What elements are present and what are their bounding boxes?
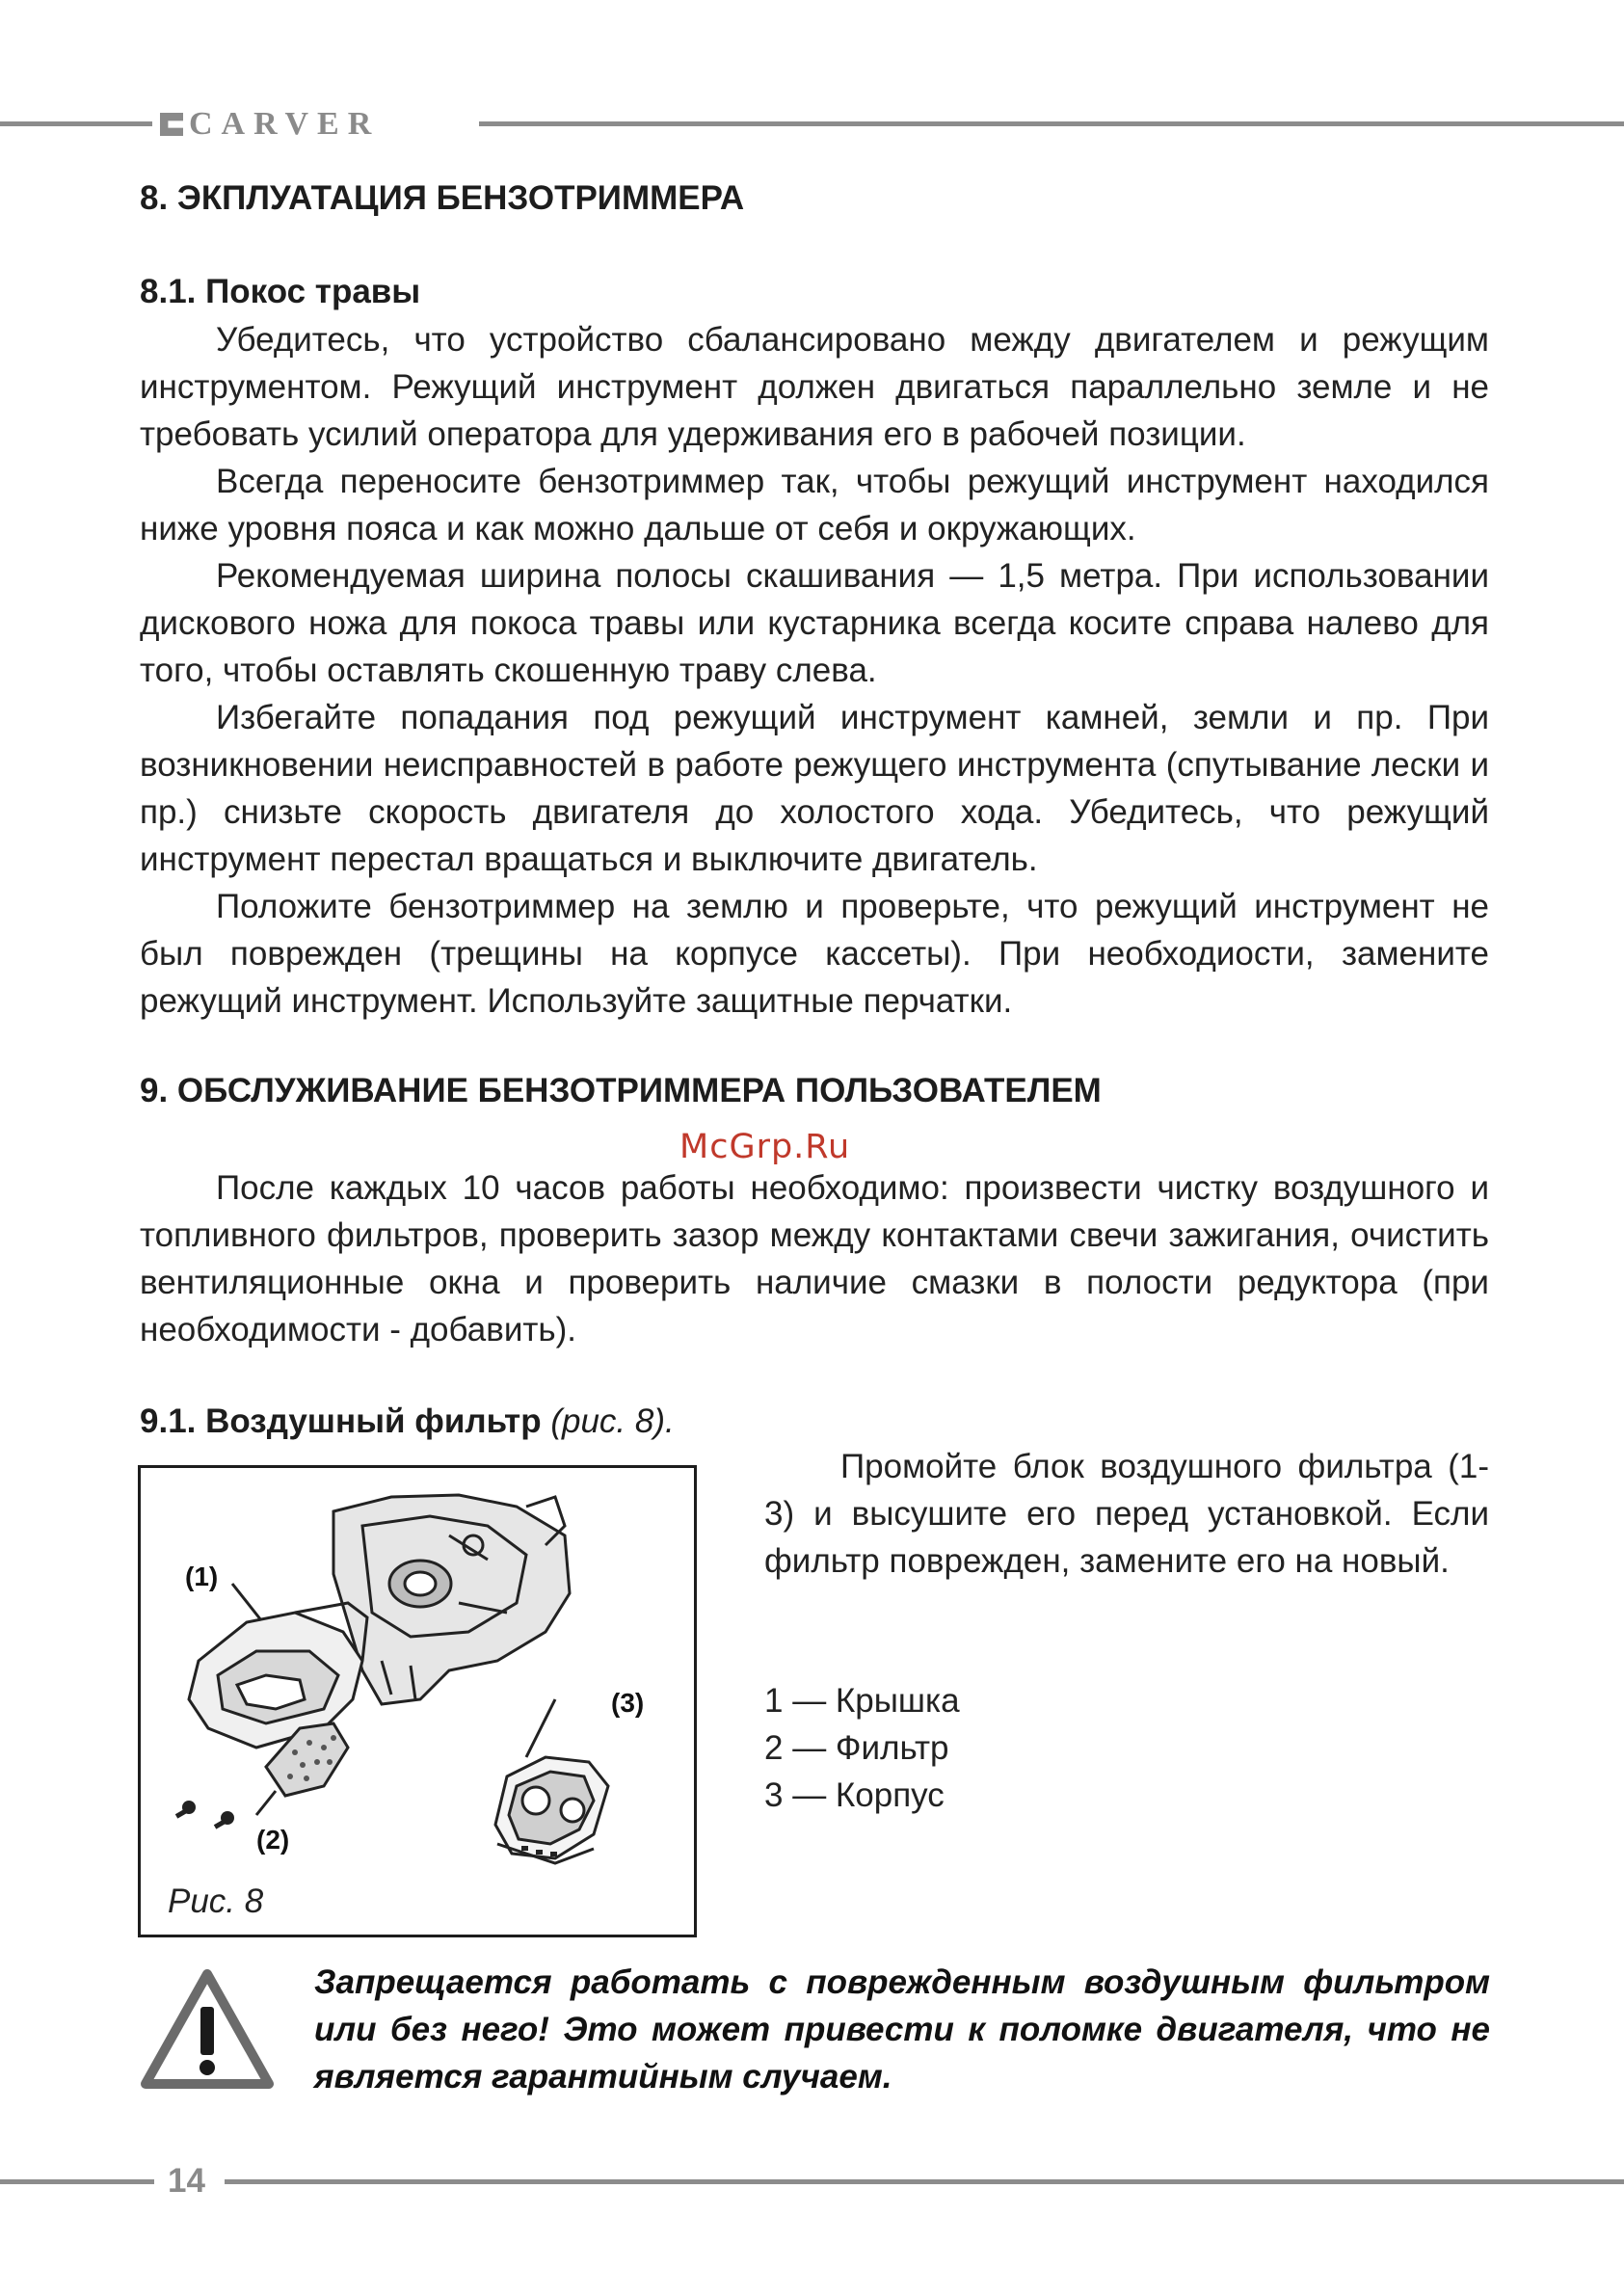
section-8-title: 8. ЭКПЛУАТАЦИЯ БЕНЗОТРИММЕРА: [140, 179, 745, 217]
figure-8: [138, 1465, 697, 1937]
air-filter-instructions: Промойте блок воздушного фильтра (1-3) и высушите его перед установкой. Если фильтр поврежден, замените его на новый.: [764, 1448, 1489, 1580]
section-8-paragraph-2: Всегда переносите бензотриммер так, чтобы режущий инструмент находился ниже уровня пояса и как можно дальше от себя и окружающих.: [140, 463, 1489, 547]
callout-2: (2): [256, 1825, 290, 1855]
section-8-paragraph-5: Положите бензотриммер на землю и проверьте, что режущий инструмент не был поврежден (трещины на корпусе кассеты). При необходиости, замените режущий инструмент. Используйте защитные перчатки.: [140, 888, 1489, 1020]
section-9-title: 9. ОБСЛУЖИВАНИЕ БЕНЗОТРИММЕРА ПОЛЬЗОВАТЕЛЕМ: [140, 1072, 1102, 1109]
figure-caption: Рис. 8: [168, 1882, 264, 1920]
page-number: 14: [168, 2162, 205, 2200]
section-9-paragraph: После каждых 10 часов работы необходимо: произвести чистку воздушного и топливного фильтров, проверить зазор между контактами свечи зажигания, очистить вентиляционные окна и проверить наличие смазки в полости редуктора (при необходимости - добавить).: [140, 1169, 1489, 1348]
engine-block-drawing: [333, 1495, 570, 1704]
filter-cover-drawing: [189, 1584, 367, 1748]
callout-3: (3): [611, 1688, 645, 1718]
filter-housing-drawing: [495, 1699, 608, 1863]
brand-mark-icon: [160, 113, 183, 136]
section-8-paragraph-4: Избегайте попадания под режущий инструмент камней, земли и пр. При возникновении неисправностей в работе режущего инструмента (спутывание лески и пр.) снизьте скорость двигателя до холостого хода. Убедитесь, что режущий инструмент перестал вращаться и выключите двигатель.: [140, 699, 1489, 878]
figure-legend: [764, 1677, 960, 1819]
screw-icons: [175, 1801, 234, 1829]
callout-1: (1): [185, 1562, 219, 1591]
warning-text: Запрещается работать с поврежденным воздушным фильтром или без него! Это может привести к поломке двигателя, что не является гарантийным случаем.: [314, 1963, 1490, 2096]
section-9-1-title: [140, 1402, 675, 1441]
legend-item: 3 — Корпус: [764, 1776, 945, 1814]
footer-rule-right: [225, 2179, 1624, 2184]
brand-name: CARVER: [189, 106, 381, 142]
section-8-1-title: 8.1. Покос травы: [140, 273, 421, 310]
section-8-paragraph-3: Рекомендуемая ширина полосы скашивания — 1,5 метра. При использовании дискового ножа для покоса травы или кустарника всегда косите справа налево для того, чтобы оставлять скошенную траву слева.: [140, 557, 1489, 689]
watermark: McGrp.Ru: [679, 1128, 851, 1166]
brand-logo: [160, 106, 380, 143]
legend-item: 1 — Крышка: [764, 1682, 960, 1720]
section-9-1-title-text: 9.1. Воздушный фильтр: [140, 1402, 542, 1440]
header-rule-right: [479, 121, 1624, 126]
footer-rule-left: [0, 2179, 154, 2184]
warning-triangle-icon: [140, 1966, 275, 2092]
header-rule-left: [0, 121, 152, 126]
section-9-1-figure-ref: (рис. 8).: [550, 1402, 675, 1440]
section-8-paragraph-1: Убедитесь, что устройство сбалансировано между двигателем и режущим инструментом. Режущий инструмент должен двигаться параллельно земле и не требовать усилий оператора для удерживания его в рабочей позиции.: [140, 321, 1489, 453]
legend-item: 2 — Фильтр: [764, 1729, 949, 1767]
